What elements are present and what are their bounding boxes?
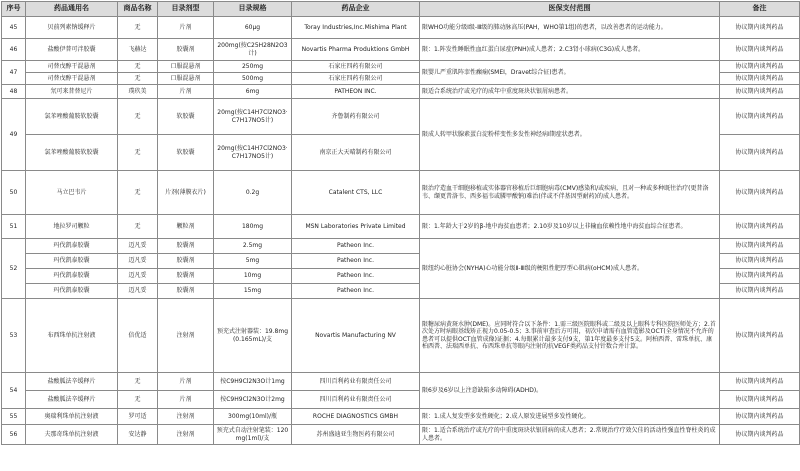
- specification: 60μg: [214, 17, 292, 39]
- generic-name: 氘可来昔替尼片: [26, 85, 118, 99]
- manufacturer: Novartis Pharma Produktions GmbH: [292, 39, 420, 61]
- manufacturer: Catalent CTS, LLC: [292, 171, 420, 215]
- specification: 20mg(按C14H7Cl2NO3·C7H17NO5计): [214, 135, 292, 171]
- table-row: [2, 215, 800, 239]
- generic-name: 贝前列素钠缓释片: [26, 17, 118, 39]
- row-index: 53: [2, 299, 26, 373]
- table-row: [2, 299, 800, 373]
- specification: 10mg: [214, 269, 292, 284]
- generic-name: 夫那奇珠单抗注射液: [26, 425, 118, 445]
- specification: 按C9H9Cl2N3O计2mg: [214, 391, 292, 409]
- coverage-scope: 限成人转甲状腺素蛋白淀粉样变性多发性神经病Ⅰ期症状患者。: [420, 99, 720, 171]
- header-col-index: 序号: [2, 2, 26, 17]
- manufacturer: 四川百利药业有限责任公司: [292, 391, 420, 409]
- brand-name: 安达静: [118, 425, 158, 445]
- generic-name: 氯苯唑酸葡胺软胶囊: [26, 135, 118, 171]
- remarks: 协议期内谈判药品: [720, 99, 800, 135]
- table-row: [2, 61, 800, 73]
- header-col-generic-name: 药品通用名: [26, 2, 118, 17]
- brand-name: 迈凡妥: [118, 254, 158, 269]
- dosage-form: 软胶囊: [158, 99, 214, 135]
- manufacturer: Patheon Inc.: [292, 284, 420, 299]
- drug-catalog-table: [1, 1, 800, 445]
- coverage-scope: 限纽约心脏协会(NYHA)心功能分级Ⅱ-Ⅲ级的梗阻性肥厚型心肌病(oHCM)成人患者。: [420, 239, 720, 299]
- header-col-remarks: 备注: [720, 2, 800, 17]
- specification: 预充式注射器装：19.8mg(0.165mL)/支: [214, 299, 292, 373]
- row-index: 46: [2, 39, 26, 61]
- header-col-manufacturer: 药品企业: [292, 2, 420, 17]
- table-row: [2, 39, 800, 61]
- dosage-form: 口服混悬剂: [158, 61, 214, 73]
- generic-name: 地拉罗司颗粒: [26, 215, 118, 239]
- dosage-form: 片剂: [158, 85, 214, 99]
- manufacturer: 石家庄四药有限公司: [292, 61, 420, 73]
- generic-name: 盐酸胍法辛缓释片: [26, 391, 118, 409]
- generic-name: 玛伐凯泰胶囊: [26, 254, 118, 269]
- dosage-form: 注射剂: [158, 425, 214, 445]
- generic-name: 玛伐凯泰胶囊: [26, 239, 118, 254]
- manufacturer: 苏州盛迪亚生物医药有限公司: [292, 425, 420, 445]
- brand-name: 无: [118, 373, 158, 391]
- brand-name: 无: [118, 135, 158, 171]
- specification: 5mg: [214, 254, 292, 269]
- generic-name: 盐酸伊普可泮胶囊: [26, 39, 118, 61]
- generic-name: 玛伐凯泰胶囊: [26, 269, 118, 284]
- dosage-form: 胶囊剂: [158, 284, 214, 299]
- manufacturer: MSN Laboratories Private Limited: [292, 215, 420, 239]
- brand-name: 飞赫达: [118, 39, 158, 61]
- specification: 20mg(按C14H7Cl2NO3·C7H17NO5计): [214, 99, 292, 135]
- manufacturer: Patheon Inc.: [292, 269, 420, 284]
- brand-name: 无: [118, 99, 158, 135]
- specification: 15mg: [214, 284, 292, 299]
- manufacturer: Novartis Manufacturing NV: [292, 299, 420, 373]
- manufacturer: 四川百利药业有限责任公司: [292, 373, 420, 391]
- manufacturer: 齐鲁制药有限公司: [292, 99, 420, 135]
- header-col-specification: 目录规格: [214, 2, 292, 17]
- coverage-scope: 限婴儿严重肌阵挛性癫痫(SMEI，Dravet综合征)患者。: [420, 61, 720, 85]
- remarks: 协议期内谈判药品: [720, 254, 800, 269]
- row-index: 45: [2, 17, 26, 39]
- dosage-form: 胶囊剂: [158, 39, 214, 61]
- brand-name: 无: [118, 17, 158, 39]
- coverage-scope: 限6岁及6岁以上注意缺陷多动障碍(ADHD)。: [420, 373, 720, 409]
- remarks: 协议期内谈判药品: [720, 171, 800, 215]
- row-index: 54: [2, 373, 26, 409]
- dosage-form: 注射剂: [158, 409, 214, 425]
- brand-name: 迈凡妥: [118, 269, 158, 284]
- dosage-form: 颗粒剂: [158, 215, 214, 239]
- row-index: 50: [2, 171, 26, 215]
- manufacturer: Toray Industries,Inc.Mishima Plant: [292, 17, 420, 39]
- manufacturer: PATHEON INC.: [292, 85, 420, 99]
- table-row: [2, 425, 800, 445]
- brand-name: 无: [118, 171, 158, 215]
- specification: 6mg: [214, 85, 292, 99]
- specification: 0.2g: [214, 171, 292, 215]
- remarks: 协议期内谈判药品: [720, 39, 800, 61]
- generic-name: 盐酸胍法辛缓释片: [26, 373, 118, 391]
- remarks: 协议期内谈判药品: [720, 135, 800, 171]
- remarks: 协议期内谈判药品: [720, 85, 800, 99]
- remarks: 协议期内谈判药品: [720, 284, 800, 299]
- generic-name: 玛伐凯泰胶囊: [26, 284, 118, 299]
- row-index: 51: [2, 215, 26, 239]
- specification: 预充式自动注射笔装：120mg(1ml)/支: [214, 425, 292, 445]
- coverage-scope: 限适合系统治疗或光疗的成年中重度斑块状银屑病患者。: [420, 85, 720, 99]
- table-row: [2, 409, 800, 425]
- manufacturer: ROCHE DIAGNOSTICS GMBH: [292, 409, 420, 425]
- remarks: 协议期内谈判药品: [720, 17, 800, 39]
- dosage-form: 片剂(薄膜衣片): [158, 171, 214, 215]
- table-row: [2, 171, 800, 215]
- table-header-row: [2, 2, 800, 17]
- remarks: 协议期内谈判药品: [720, 215, 800, 239]
- brand-name: 迈凡妥: [118, 239, 158, 254]
- manufacturer: 南京正大天晴制药有限公司: [292, 135, 420, 171]
- coverage-scope: 限：1.成人复发型多发性硬化；2.成人原发进展型多发性硬化。: [420, 409, 720, 425]
- brand-name: 罗可适: [118, 409, 158, 425]
- row-index: 47: [2, 61, 26, 85]
- dosage-form: 口服混悬剂: [158, 73, 214, 85]
- row-index: 49: [2, 99, 26, 171]
- generic-name: 奥瑞利珠单抗注射液: [26, 409, 118, 425]
- row-index: 56: [2, 425, 26, 445]
- manufacturer: 石家庄四药有限公司: [292, 73, 420, 85]
- specification: 500mg: [214, 73, 292, 85]
- dosage-form: 注射剂: [158, 299, 214, 373]
- row-index: 55: [2, 409, 26, 425]
- coverage-scope: 限糖尿病黄斑水肿(DME)。应同时符合以下条件：1.需三级医院眼科或二级及以上眼科专科医院医师处方；2.首次处方时病眼基线矫正视力0.05-0.5；3.事前审查后方可用，初次申请需有血管造影及OCT(全身情况不允许的患者可以提供OCT血管成像)证据；4.每眼累计最多支付9支，第1年度最多支付5支。阿柏西普、雷珠单抗、康柏西普、法瑞西单抗、布西珠单抗等眼内注射的抗VEGF类药品支付针数合并计算。: [420, 299, 720, 373]
- specification: 按C9H9Cl2N3O计1mg: [214, 373, 292, 391]
- specification: 200mg(按C25H28N2O3计): [214, 39, 292, 61]
- table-row: [2, 373, 800, 391]
- row-index: 48: [2, 85, 26, 99]
- table-body: [2, 17, 800, 445]
- coverage-scope: 限：1.年龄大于2岁的β-地中海贫血患者；2.10岁及10岁以上非输血依赖性地中海贫血综合征患者。: [420, 215, 720, 239]
- brand-name: 无: [118, 73, 158, 85]
- dosage-form: 胶囊剂: [158, 239, 214, 254]
- manufacturer: Patheon Inc.: [292, 254, 420, 269]
- brand-name: 倍优适: [118, 299, 158, 373]
- brand-name: 无: [118, 215, 158, 239]
- generic-name: 司替戊醇干混悬剂: [26, 73, 118, 85]
- table-row: [2, 239, 800, 254]
- coverage-scope: 限：1.阵发性睡眠性血红蛋白尿症(PNH)成人患者；2.C3肾小球病(C3G)成人患者。: [420, 39, 720, 61]
- remarks: 协议期内谈判药品: [720, 239, 800, 254]
- remarks: 协议期内谈判药品: [720, 391, 800, 409]
- remarks: 协议期内谈判药品: [720, 299, 800, 373]
- remarks: 协议期内谈判药品: [720, 61, 800, 73]
- dosage-form: 软胶囊: [158, 135, 214, 171]
- remarks: 协议期内谈判药品: [720, 409, 800, 425]
- remarks: 协议期内谈判药品: [720, 425, 800, 445]
- coverage-scope: 限WHO功能分级Ⅰ级-Ⅲ级的肺动脉高压(PAH，WHO第1组)的患者，以改善患者的运动能力。: [420, 17, 720, 39]
- table-row: [2, 85, 800, 99]
- specification: 180mg: [214, 215, 292, 239]
- brand-name: 迈凡妥: [118, 284, 158, 299]
- brand-name: 璞玖美: [118, 85, 158, 99]
- dosage-form: 胶囊剂: [158, 254, 214, 269]
- row-index: 52: [2, 239, 26, 299]
- brand-name: 无: [118, 391, 158, 409]
- coverage-scope: 限治疗造血干细胞移植或实体器官移植后巨细胞病毒(CMV)感染和/或疾病，且对一种或多种既往治疗(更昔洛韦、缬更昔洛韦、西多福韦或膦甲酸钠)难治(伴或不伴基因型耐药)的成人患者。: [420, 171, 720, 215]
- header-col-brand-name: 商品名称: [118, 2, 158, 17]
- dosage-form: 片剂: [158, 391, 214, 409]
- remarks: 协议期内谈判药品: [720, 373, 800, 391]
- table-row: [2, 17, 800, 39]
- remarks: 协议期内谈判药品: [720, 269, 800, 284]
- specification: 250mg: [214, 61, 292, 73]
- manufacturer: Patheon Inc.: [292, 239, 420, 254]
- generic-name: 布西珠单抗注射液: [26, 299, 118, 373]
- remarks: 协议期内谈判药品: [720, 73, 800, 85]
- generic-name: 氯苯唑酸葡胺软胶囊: [26, 99, 118, 135]
- specification: 2.5mg: [214, 239, 292, 254]
- coverage-scope: 限：1.适合系统治疗或光疗的中重度斑块状银屑病的成人患者；2.常规治疗疗效欠佳的活动性强直性脊柱炎的成人患者。: [420, 425, 720, 445]
- header-col-dosage-form: 目录剂型: [158, 2, 214, 17]
- generic-name: 马立巴韦片: [26, 171, 118, 215]
- brand-name: 无: [118, 61, 158, 73]
- table-row: [2, 99, 800, 135]
- dosage-form: 胶囊剂: [158, 269, 214, 284]
- header-col-coverage-scope: 医保支付范围: [420, 2, 720, 17]
- dosage-form: 片剂: [158, 373, 214, 391]
- dosage-form: 片剂: [158, 17, 214, 39]
- specification: 300mg(10ml)/瓶: [214, 409, 292, 425]
- generic-name: 司替戊醇干混悬剂: [26, 61, 118, 73]
